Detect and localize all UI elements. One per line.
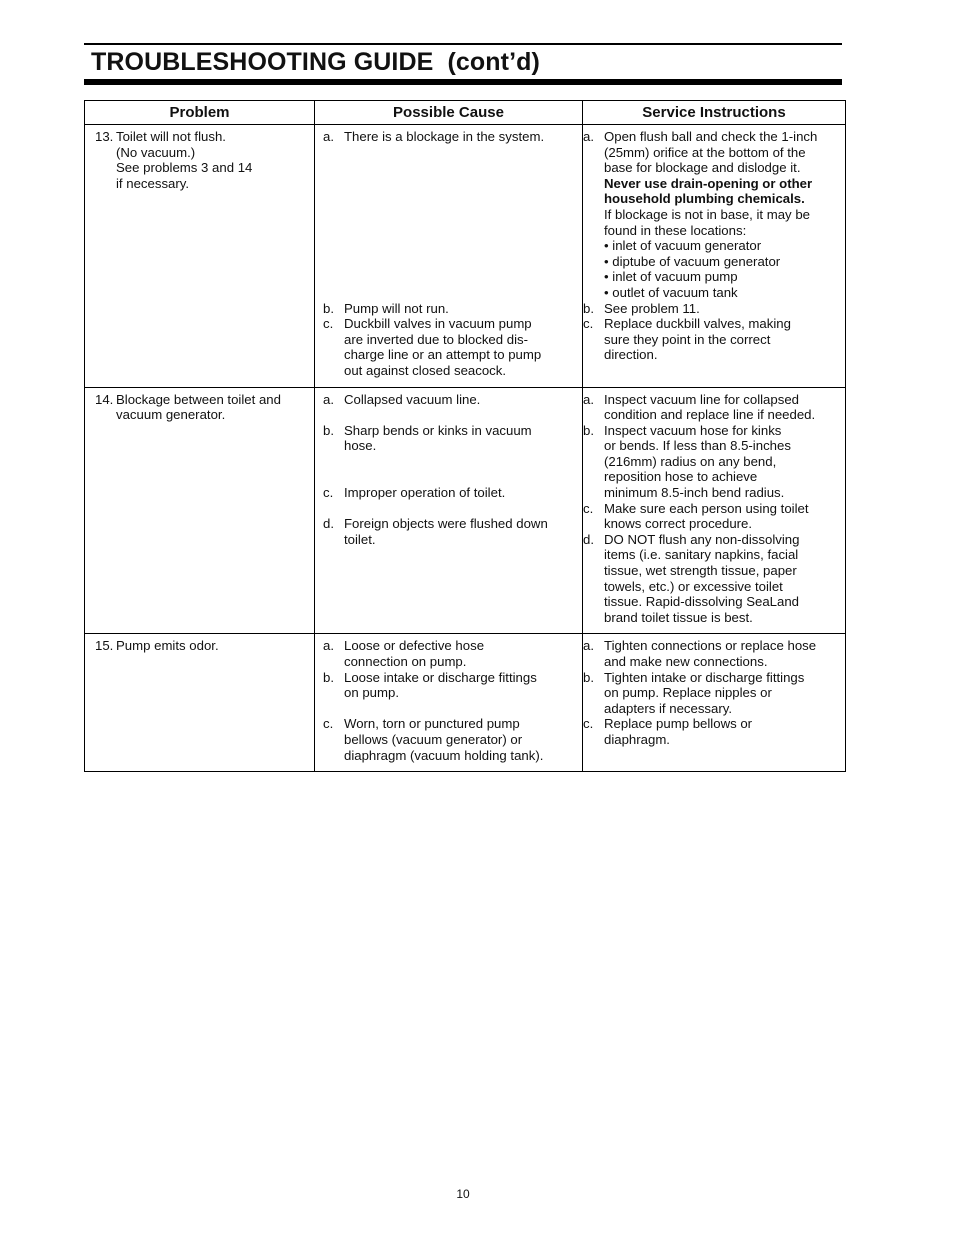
instruction-text	[604, 423, 845, 501]
instruction-item	[583, 716, 845, 747]
instruction-item	[583, 301, 845, 317]
instruction-letter: c.	[583, 716, 594, 732]
instruction-item	[583, 532, 845, 626]
instruction-line: DO NOT flush any non-dissolving	[604, 531, 800, 547]
instruction-text	[604, 501, 845, 532]
cause-text	[344, 716, 582, 763]
instruction-line: condition and replace line if needed.	[604, 407, 816, 423]
instruction-cell	[583, 125, 846, 388]
instruction-line: • outlet of vacuum tank	[604, 284, 738, 300]
table-row	[85, 387, 846, 634]
cause-line: Loose or defective hose	[344, 638, 485, 654]
column-header-service-instructions: Service Instructions	[583, 101, 846, 125]
instruction-text	[604, 716, 845, 747]
cause-line: Duckbill valves in vacuum pump	[344, 316, 532, 332]
cause-letter: a.	[323, 391, 334, 407]
cause-text	[344, 301, 582, 317]
cause-cell	[315, 125, 583, 388]
cause-line: Improper operation of toilet.	[344, 485, 506, 501]
cause-text	[344, 638, 582, 669]
cause-line: Sharp bends or kinks in vacuum	[344, 422, 532, 438]
instruction-line: direction.	[604, 347, 658, 363]
cause-item	[323, 392, 582, 408]
instruction-line: knows correct procedure.	[604, 516, 753, 532]
problem-text	[116, 638, 308, 654]
cause-line: charge line or an attempt to pump	[344, 347, 542, 363]
instruction-line: tissue, wet strength tissue, paper	[604, 563, 797, 579]
cause-line: Pump will not run.	[344, 300, 449, 316]
cause-line: Worn, torn or punctured pump	[344, 716, 520, 732]
cause-item	[323, 638, 582, 669]
instruction-line: Tighten connections or replace hose	[604, 638, 817, 654]
problem-text	[116, 392, 308, 423]
cause-text	[344, 129, 582, 145]
instruction-text	[604, 638, 845, 669]
instruction-letter: d.	[583, 531, 594, 547]
instruction-line: on pump. Replace nipples or	[604, 685, 772, 701]
instruction-item	[583, 501, 845, 532]
cause-letter: c.	[323, 716, 334, 732]
instruction-line: adapters if necessary.	[604, 700, 733, 716]
column-header-problem: Problem	[85, 101, 315, 125]
cause-line: hose.	[344, 438, 377, 454]
cause-letter: c.	[323, 485, 334, 501]
instruction-line: brand toilet tissue is best.	[604, 609, 753, 625]
instruction-line: base for blockage and dislodge it.	[604, 160, 801, 176]
cause-item	[323, 129, 582, 145]
cause-letter: c.	[323, 316, 334, 332]
cause-line: bellows (vacuum generator) or	[344, 731, 523, 747]
cause-item	[323, 516, 582, 547]
problem-line: vacuum generator.	[116, 407, 226, 423]
instruction-line: tissue. Rapid-dissolving SeaLand	[604, 594, 799, 610]
cause-item	[323, 301, 582, 317]
cause-text	[344, 316, 582, 378]
instruction-line: • inlet of vacuum generator	[604, 238, 762, 254]
problem-text	[116, 129, 308, 191]
instruction-line: See problem 11.	[604, 300, 700, 316]
instruction-line: Inspect vacuum line for collapsed	[604, 391, 799, 407]
instruction-line: Replace pump bellows or	[604, 716, 753, 732]
cause-letter: b.	[323, 669, 334, 685]
instruction-line: reposition hose to achieve	[604, 469, 758, 485]
instruction-line: diaphragm.	[604, 731, 670, 747]
cause-item	[323, 485, 582, 501]
instruction-text	[604, 670, 845, 717]
instruction-text	[604, 301, 845, 317]
cause-line: are inverted due to blocked dis-	[344, 331, 529, 347]
cause-line: connection on pump.	[344, 654, 467, 669]
cause-line: diaphragm (vacuum holding tank).	[344, 747, 544, 763]
problem-line: if necessary.	[116, 175, 190, 191]
instruction-letter: a.	[583, 129, 594, 144]
problem-cell	[85, 125, 315, 388]
instruction-line: towels, etc.) or excessive toilet	[604, 578, 783, 594]
instruction-letter: b.	[583, 669, 594, 685]
instruction-line: sure they point in the correct	[604, 331, 771, 347]
cause-text	[344, 485, 582, 501]
cause-cell	[315, 387, 583, 634]
instruction-item	[583, 316, 845, 363]
problem-cell	[85, 387, 315, 634]
problem-line: See problems 3 and 14	[116, 160, 253, 176]
cause-letter: d.	[323, 516, 334, 532]
instruction-text	[604, 129, 845, 301]
title-bar	[84, 43, 842, 85]
instruction-line: If blockage is not in base, it may be	[604, 206, 810, 222]
cause-line: There is a blockage in the system.	[344, 129, 545, 144]
problem-line: Pump emits odor.	[116, 638, 219, 654]
instruction-line: items (i.e. sanitary napkins, facial	[604, 547, 799, 563]
cause-line: on pump.	[344, 685, 399, 701]
instruction-line: Open flush ball and check the 1-inch	[604, 129, 818, 144]
instruction-letter: c.	[583, 316, 594, 332]
problem-line: Blockage between toilet and	[116, 391, 281, 407]
problem-line: (No vacuum.)	[116, 144, 196, 160]
cause-line: Collapsed vacuum line.	[344, 391, 481, 407]
instruction-letter: a.	[583, 638, 594, 654]
table-header-row	[85, 101, 846, 125]
instruction-line: and make new connections.	[604, 654, 768, 669]
instruction-line: Tighten intake or discharge fittings	[604, 669, 805, 685]
cause-item	[323, 423, 582, 454]
problem-line: Toilet will not flush.	[116, 129, 226, 144]
instruction-text	[604, 316, 845, 363]
cause-line: Foreign objects were flushed down	[344, 516, 548, 532]
instruction-text	[604, 532, 845, 626]
instruction-letter: a.	[583, 391, 594, 407]
instruction-text	[604, 392, 845, 423]
problem-number: 14.	[95, 391, 114, 407]
instruction-letter: c.	[583, 500, 594, 516]
problem-number: 13.	[95, 129, 114, 144]
instruction-item	[583, 129, 845, 301]
cause-text	[344, 670, 582, 701]
cause-text	[344, 423, 582, 454]
instruction-line: or bends. If less than 8.5-inches	[604, 438, 791, 454]
warning-line: household plumbing chemicals.	[604, 191, 805, 207]
cause-text	[344, 392, 582, 408]
table-row	[85, 125, 846, 388]
instruction-letter: b.	[583, 422, 594, 438]
instruction-line: (25mm) orifice at the bottom of the	[604, 144, 806, 160]
instruction-item	[583, 392, 845, 423]
instruction-item	[583, 670, 845, 717]
cause-item	[323, 316, 582, 378]
instruction-line: • diptube of vacuum generator	[604, 253, 781, 269]
page-title: TROUBLESHOOTING GUIDE (cont’d)	[91, 48, 540, 76]
instruction-line: Inspect vacuum hose for kinks	[604, 422, 782, 438]
instruction-line: minimum 8.5-inch bend radius.	[604, 485, 785, 501]
cause-letter: a.	[323, 638, 334, 654]
instruction-letter: b.	[583, 300, 594, 316]
problem-cell	[85, 634, 315, 772]
column-header-possible-cause: Possible Cause	[315, 101, 583, 125]
cause-letter: b.	[323, 422, 334, 438]
cause-item	[323, 670, 582, 701]
instruction-line: Replace duckbill valves, making	[604, 316, 791, 332]
instruction-cell	[583, 634, 846, 772]
cause-cell	[315, 634, 583, 772]
instruction-line: Make sure each person using toilet	[604, 500, 809, 516]
cause-line: out against closed seacock.	[344, 362, 507, 378]
problem-number: 15.	[95, 638, 114, 654]
troubleshooting-table	[84, 100, 846, 772]
cause-item	[323, 716, 582, 763]
cause-letter: a.	[323, 129, 334, 144]
warning-line: Never use drain-opening or other	[604, 175, 813, 191]
page-number: 10	[456, 1187, 470, 1201]
instruction-line: (216mm) radius on any bend,	[604, 453, 777, 469]
instruction-cell	[583, 387, 846, 634]
instruction-line: found in these locations:	[604, 222, 747, 238]
instruction-item	[583, 638, 845, 669]
table-row	[85, 634, 846, 772]
instruction-line: • inlet of vacuum pump	[604, 269, 738, 285]
cause-text	[344, 516, 582, 547]
cause-letter: b.	[323, 300, 334, 316]
instruction-item	[583, 423, 845, 501]
cause-line: toilet.	[344, 531, 376, 547]
cause-line: Loose intake or discharge fittings	[344, 669, 537, 685]
